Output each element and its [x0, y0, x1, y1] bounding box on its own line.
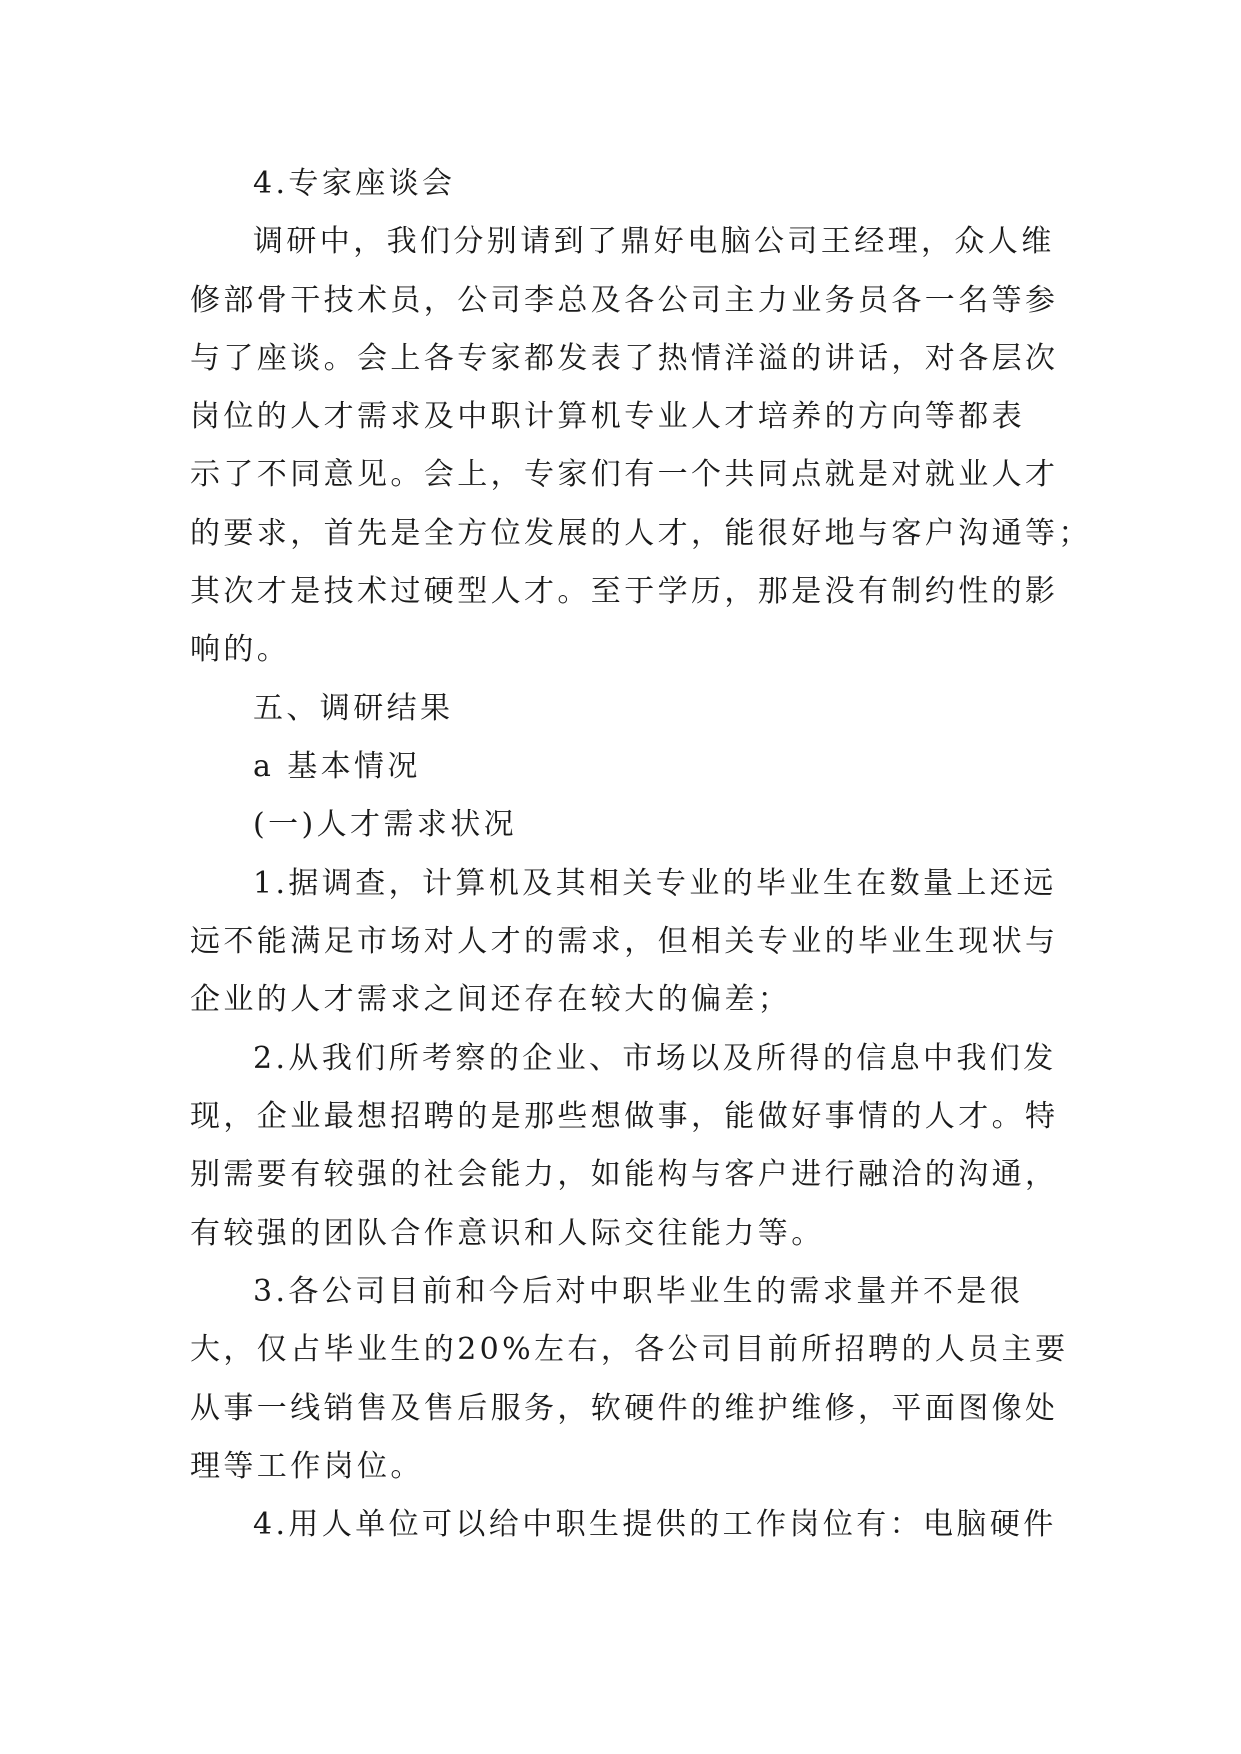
- paragraph-line: 调研中，我们分别请到了鼎好电脑公司王经理，众人维: [253, 224, 1055, 259]
- list-item-line: 现，企业最想招聘的是那些想做事，能做好事情的人才。特: [190, 1099, 1059, 1134]
- subheading-talent-demand: (一)人才需求状况: [253, 807, 518, 842]
- subheading-basic-situation: a 基本情况: [253, 749, 421, 784]
- list-item-line: 企业的人才需求之间还存在较大的偏差；: [190, 982, 792, 1017]
- paragraph-line: 岗位的人才需求及中职计算机专业人才培养的方向等都表: [190, 399, 1025, 434]
- list-item-line: 1.据调查，计算机及其相关专业的毕业生在数量上还远: [253, 866, 1057, 901]
- list-item-line: 4.用人单位可以给中职生提供的工作岗位有：电脑硬件: [253, 1507, 1057, 1542]
- paragraph-line: 其次才是技术过硬型人才。至于学历，那是没有制约性的影: [190, 574, 1059, 609]
- list-item-line: 有较强的团队合作意识和人际交往能力等。: [190, 1216, 825, 1251]
- list-item-line: 远不能满足市场对人才的需求，但相关专业的毕业生现状与: [190, 924, 1059, 959]
- paragraph-line: 修部骨干技术员，公司李总及各公司主力业务员各一名等参: [190, 283, 1059, 318]
- list-item-line: 2.从我们所考察的企业、市场以及所得的信息中我们发: [253, 1041, 1057, 1076]
- heading-expert-forum: 4.专家座谈会: [253, 166, 456, 201]
- paragraph-line: 与了座谈。会上各专家都发表了热情洋溢的讲话，对各层次: [190, 341, 1059, 376]
- list-item-line: 理等工作岗位。: [190, 1449, 424, 1484]
- list-item-line: 大，仅占毕业生的20%左右，各公司目前所招聘的人员主要: [190, 1332, 1069, 1367]
- paragraph-line: 响的。: [190, 632, 291, 667]
- paragraph-line: 的要求，首先是全方位发展的人才，能很好地与客户沟通等；: [190, 516, 1092, 551]
- list-item-line: 从事一线销售及售后服务，软硬件的维护维修，平面图像处: [190, 1391, 1059, 1426]
- section-heading-results: 五、调研结果: [253, 691, 454, 726]
- list-item-line: 别需要有较强的社会能力，如能构与客户进行融洽的沟通，: [190, 1157, 1059, 1192]
- list-item-line: 3.各公司目前和今后对中职毕业生的需求量并不是很: [253, 1274, 1024, 1309]
- paragraph-line: 示了不同意见。会上，专家们有一个共同点就是对就业人才: [190, 457, 1059, 492]
